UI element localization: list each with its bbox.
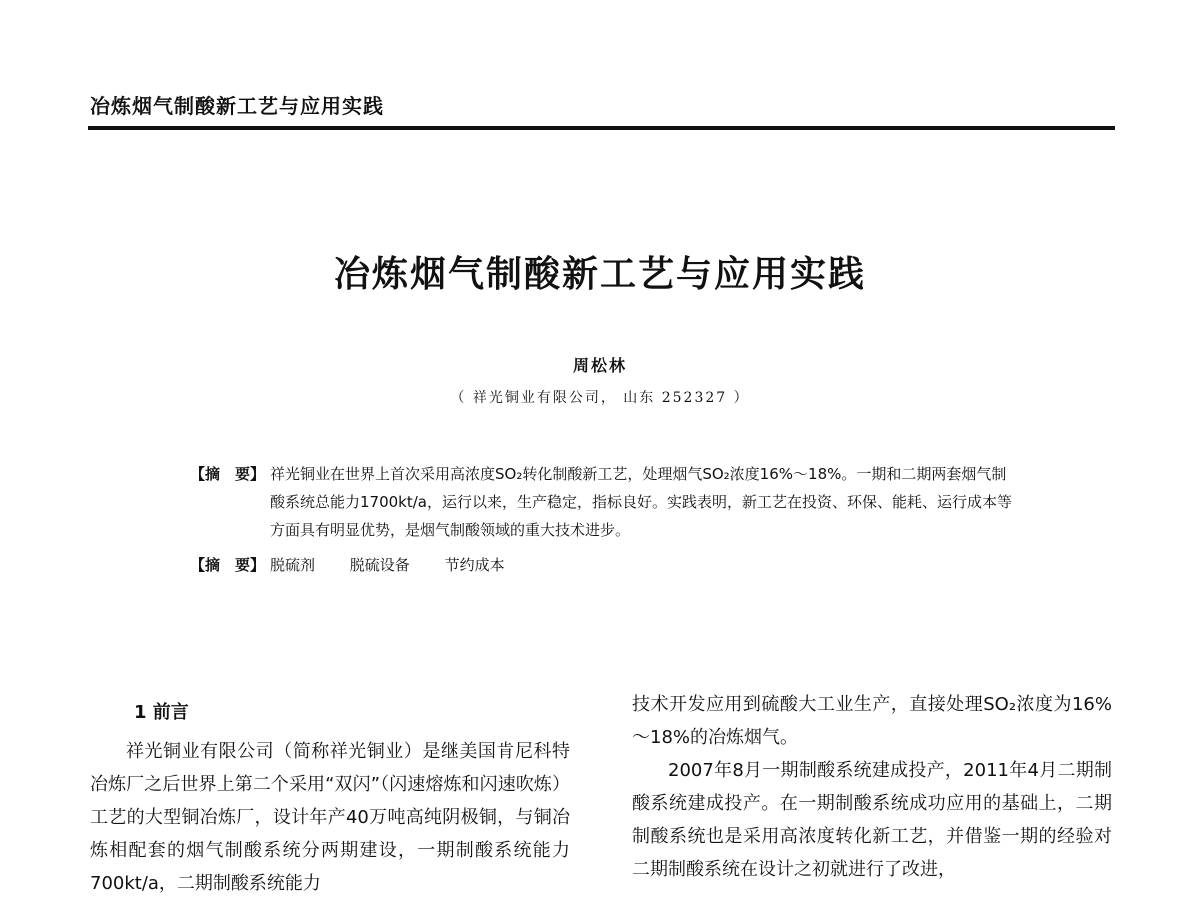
keyword: 脱硫剂 bbox=[270, 556, 316, 574]
keywords-label: 【摘 要】 bbox=[190, 556, 266, 574]
abstract-label: 【摘 要】 bbox=[190, 465, 266, 483]
keyword: 脱硫设备 bbox=[349, 556, 410, 574]
body-paragraph: 2007年8月一期制酸系统建成投产，2011年4月二期制酸系统建成投产。在一期制酸系统成功应用的基础上，二期制酸系统也是采用高浓度转化新工艺，并借鉴一期的经验对二期制酸系统在设计之初就进行了改进， bbox=[632, 760, 1112, 880]
section-heading: 1 前言 bbox=[134, 702, 189, 723]
left-column bbox=[90, 688, 570, 900]
right-column bbox=[632, 688, 1112, 886]
abstract bbox=[190, 460, 1020, 544]
paper-title: 冶炼烟气制酸新工艺与应用实践 bbox=[333, 254, 866, 295]
affiliation: （ 祥光铜业有限公司， 山东 252327 ） bbox=[450, 390, 750, 406]
keywords bbox=[190, 551, 1020, 579]
keyword: 节约成本 bbox=[444, 556, 505, 574]
running-header: 冶炼烟气制酸新工艺与应用实践 bbox=[90, 94, 384, 118]
abstract-text: 祥光铜业在世界上首次采用高浓度SO₂转化制酸新工艺，处理烟气SO₂浓度16%～18%。一期和二期两套烟气制酸系统总能力1700kt/a，运行以来，生产稳定，指标良好。实践表明，新工艺在投资、环保、能耗、运行成本等方面具有明显优势，是烟气制酸领域的重大技术进步。 bbox=[270, 465, 1012, 539]
body-paragraph: 技术开发应用到硫酸大工业生产，直接处理SO₂浓度为16%～18%的冶炼烟气。 bbox=[632, 694, 1112, 748]
body-paragraph: 祥光铜业有限公司（简称祥光铜业）是继美国肯尼科特冶炼厂之后世界上第二个采用“双闪”（闪速熔炼和闪速吹炼）工艺的大型铜冶炼厂，设计年产40万吨高纯阴极铜，与铜冶炼相配套的烟气制酸系统分两期建设，一期制酸系统能力700kt/a，二期制酸系统能力 bbox=[90, 741, 570, 894]
header-rule bbox=[88, 126, 1115, 130]
keywords-list bbox=[270, 551, 1020, 579]
author: 周松林 bbox=[572, 356, 627, 375]
